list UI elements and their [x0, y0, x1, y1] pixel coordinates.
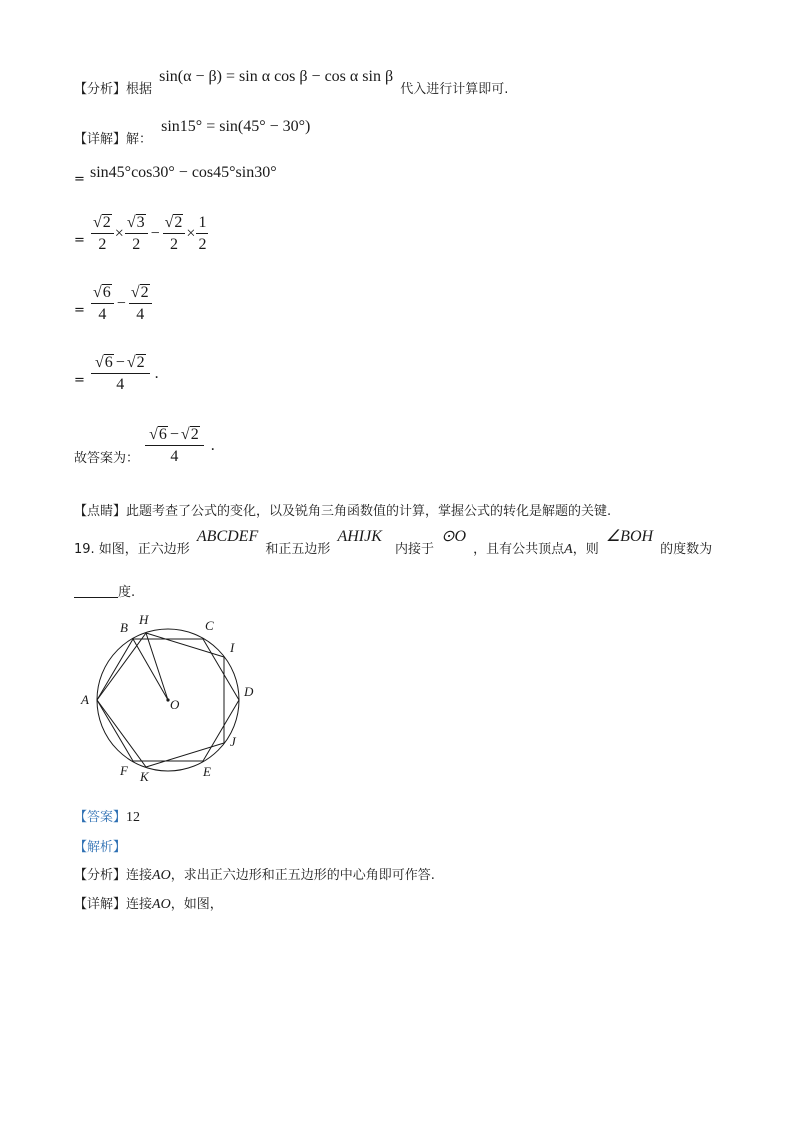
q19-blank-line — [74, 581, 135, 600]
comment-tag: 【点睛】 — [74, 504, 127, 519]
analysis2-tag: 【分析】 — [74, 868, 127, 883]
fraction-sqrt2-over-2: √ 2 2 — [91, 214, 114, 253]
hexagon-name: ABCDEF — [196, 528, 259, 545]
step-1-expression: sin45°cos30° − cos45°sin30° — [90, 164, 277, 181]
detail2-tag: 【详解】 — [74, 897, 127, 912]
answer-statement — [74, 426, 215, 466]
analysis-line-2 — [74, 864, 435, 884]
fraction-result: √ 6 − √ 2 4 — [145, 426, 204, 465]
segment-ao: AO — [152, 868, 171, 883]
geometry-figure — [70, 605, 270, 790]
detail-line-1 — [74, 116, 310, 147]
fraction-sqrt6-over-4: √ 6 4 — [91, 284, 114, 323]
detail2-text: ，如图， — [170, 897, 223, 912]
question-19 — [74, 526, 712, 558]
q19-unit: 度. — [118, 585, 136, 600]
answer-pre: 故答案为： — [74, 451, 140, 466]
step-2 — [74, 214, 209, 253]
minus-sign: − — [116, 295, 126, 312]
equals-sign: = — [74, 172, 85, 187]
sum-difference-formula: sin(α − β) = sin α cos β − cos α sin β — [159, 68, 394, 85]
answer-line — [74, 806, 140, 826]
equals-sign: = — [74, 233, 85, 248]
label-e: E — [203, 764, 211, 779]
label-h: H — [139, 612, 149, 627]
fraction-result: √ 6 − √ 2 4 — [91, 354, 150, 393]
q19-number: 19. 如图，正六边形 — [74, 542, 190, 557]
fraction-1-over-2: $\frac{1}{2}$ — [198, 214, 207, 253]
label-i: I — [230, 640, 235, 655]
q19-ask: 的度数为 — [660, 542, 713, 557]
equals-sign: = — [74, 373, 85, 388]
analysis-tag: 【分析】 — [74, 82, 127, 97]
q19-inscribed: 内接于 — [394, 542, 434, 557]
q19-then: ，则 — [572, 542, 599, 557]
vertex-a: A — [564, 542, 573, 557]
label-d: D — [244, 684, 254, 699]
label-o: O — [170, 697, 180, 712]
step-1 — [74, 162, 277, 187]
q19-and: 和正五边形 — [265, 542, 331, 557]
answer-value: 12 — [126, 810, 141, 825]
analysis-pre: 根据 — [126, 82, 153, 97]
comment-line — [74, 500, 611, 519]
pentagon-name: AHIJK — [337, 528, 382, 545]
pentagon-ahijk — [97, 633, 224, 767]
detail-line-2 — [74, 893, 223, 913]
detail-pre: 解： — [126, 132, 153, 147]
label-j: J — [230, 734, 236, 749]
comment-text: 此题考查了公式的变化，以及锐角三角函数值的计算，掌握公式的转化是解题的关键. — [126, 504, 612, 519]
analysis2-pre: 连接 — [126, 868, 153, 883]
answer-blank[interactable] — [74, 585, 118, 598]
minus-sign: − — [150, 225, 160, 242]
analysis-post: 代入进行计算即可. — [400, 82, 509, 97]
label-c: C — [205, 618, 214, 633]
detail2-pre: 连接 — [126, 897, 153, 912]
label-b: B — [120, 620, 128, 635]
segment-ao: AO — [152, 897, 171, 912]
parse-tag: 【解析】 — [74, 840, 127, 855]
equals-sign: = — [74, 303, 85, 318]
label-k: K — [140, 769, 149, 784]
fraction-sqrt3-over-2: √ 3 2 — [125, 214, 148, 253]
detail-tag: 【详解】 — [74, 132, 127, 147]
period: . — [154, 365, 159, 382]
times-sign: × — [114, 225, 124, 242]
fraction-sqrt2-over-4: √ 2 4 — [129, 284, 152, 323]
label-a: A — [81, 692, 89, 707]
period: . — [210, 437, 215, 454]
analysis2-text: ，求出正六边形和正五边形的中心角即可作答. — [170, 868, 435, 883]
step-4 — [74, 354, 159, 393]
label-f: F — [120, 763, 128, 778]
angle-boh: ∠BOH — [605, 528, 654, 545]
fraction-sqrt2-over-2: √ 2 2 — [163, 214, 186, 253]
sin15-formula: sin15° = sin(45° − 30°) — [161, 118, 311, 135]
analysis-line-1 — [74, 66, 508, 97]
answer-tag: 【答案】 — [74, 810, 127, 825]
q19-common: ，且有公共顶点 — [473, 542, 565, 557]
circle-o: ⊙O — [441, 528, 467, 545]
times-sign: × — [186, 225, 196, 242]
step-3 — [74, 284, 153, 323]
